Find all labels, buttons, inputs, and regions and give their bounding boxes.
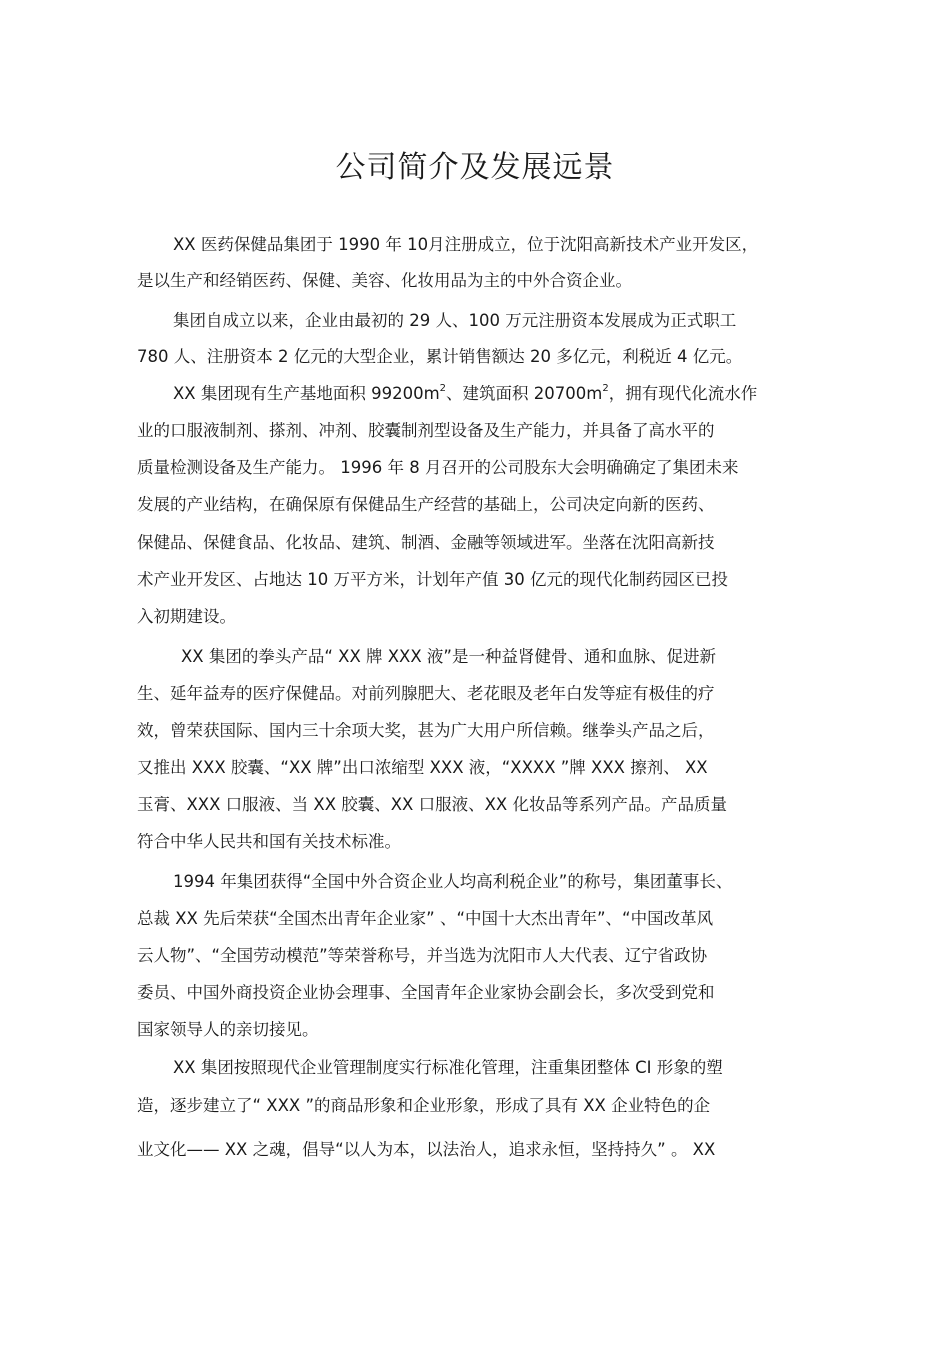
paragraph-5-line-3: 云人物”、“全国劳动模范”等荣誉称号，并当选为沈阳市人大代表、辽宁省政协: [137, 946, 708, 965]
paragraph-5-line-2: 总裁 XX 先后荣获“全国杰出青年企业家” 、“中国十大杰出青年”、“中国改革风: [137, 909, 714, 928]
paragraph-5-line-5: 国家领导人的亲切接见。: [137, 1020, 319, 1039]
paragraph-5-line-1: 1994 年集团获得“全国中外合资企业人均高利税企业”的称号，集团董事长、: [173, 872, 733, 891]
page-title: 公司简介及发展远景: [335, 150, 615, 185]
paragraph-4-line-6: 符合中华人民共和国有关技术标准。: [137, 832, 401, 851]
paragraph-3-line-7: 入初期建设。: [137, 607, 236, 626]
paragraph-3-line-1: [173, 383, 757, 405]
superscript-squared: 2: [602, 383, 609, 394]
paragraph-6-line-1: XX 集团按照现代企业管理制度实行标准化管理，注重集团整体 CI 形象的塑: [173, 1058, 723, 1077]
paragraph-4-line-4: 又推出 XXX 胶囊、“XX 牌”出口浓缩型 XXX 液，“XXXX ”牌 XXX 擦剂、 XX: [137, 758, 708, 777]
paragraph-3-line-5: 保健品、保健食品、化妆品、建筑、制酒、金融等领域进军。坐落在沈阳高新技: [137, 533, 715, 552]
paragraph-3-line-3: 质量检测设备及生产能力。 1996 年 8 月召开的公司股东大会明确确定了集团未来: [137, 458, 739, 477]
paragraph-6-line-2: 造，逐步建立了“ XXX ”的商品形象和企业形象，形成了具有 XX 企业特色的企: [137, 1096, 711, 1115]
paragraph-3-line-4: 发展的产业结构，在确保原有保健品生产经营的基础上，公司决定向新的医药、: [137, 495, 715, 514]
paragraph-2-line-2: 780 人、注册资本 2 亿元的大型企业，累计销售额达 20 多亿元，利税近 4 亿元。: [137, 347, 743, 366]
paragraph-4-line-5: 玉膏、XXX 口服液、当 XX 胶囊、XX 口服液、XX 化妆品等系列产品。产品质量: [137, 795, 727, 814]
paragraph-4-line-3: 效，曾荣获国际、国内三十余项大奖，甚为广大用户所信赖。继拳头产品之后，: [137, 721, 715, 740]
paragraph-1-line-1: XX 医药保健品集团于 1990 年 10月注册成立，位于沈阳高新技术产业开发区，: [173, 235, 759, 254]
paragraph-3-line-6: 术产业开发区、占地达 10 万平方米，计划年产值 30 亿元的现代化制药园区已投: [137, 570, 728, 589]
paragraph-1-line-2: 是以生产和经销医药、保健、美容、化妆用品为主的中外合资企业。: [137, 271, 632, 290]
paragraph-3-line-2: 业的口服液制剂、搽剂、冲剂、胶囊制剂型设备及生产能力，并具备了高水平的: [137, 421, 715, 440]
area-text-a: XX 集团现有生产基地面积 99200m: [173, 384, 440, 403]
superscript-squared: 2: [439, 383, 447, 394]
paragraph-2-line-1: 集团自成立以来，企业由最初的 29 人、100 万元注册资本发展成为正式职工: [173, 311, 737, 330]
paragraph-4-line-1: XX 集团的拳头产品“ XX 牌 XXX 液”是一种益肾健骨、通和血脉、促进新: [181, 647, 716, 666]
area-text-c: ，拥有现代化流水作: [608, 384, 758, 403]
paragraph-5-line-4: 委员、中国外商投资企业协会理事、全国青年企业家协会副会长，多次受到党和: [137, 983, 715, 1002]
paragraph-6-line-3: 业文化—— XX 之魂，倡导“以人为本，以法治人，追求永恒，坚持持久” 。 XX: [137, 1140, 716, 1159]
area-text-b: 、建筑面积 20700m: [446, 384, 603, 403]
paragraph-4-line-2: 生、延年益寿的医疗保健品。对前列腺肥大、老花眼及老年白发等症有极佳的疗: [137, 684, 715, 703]
